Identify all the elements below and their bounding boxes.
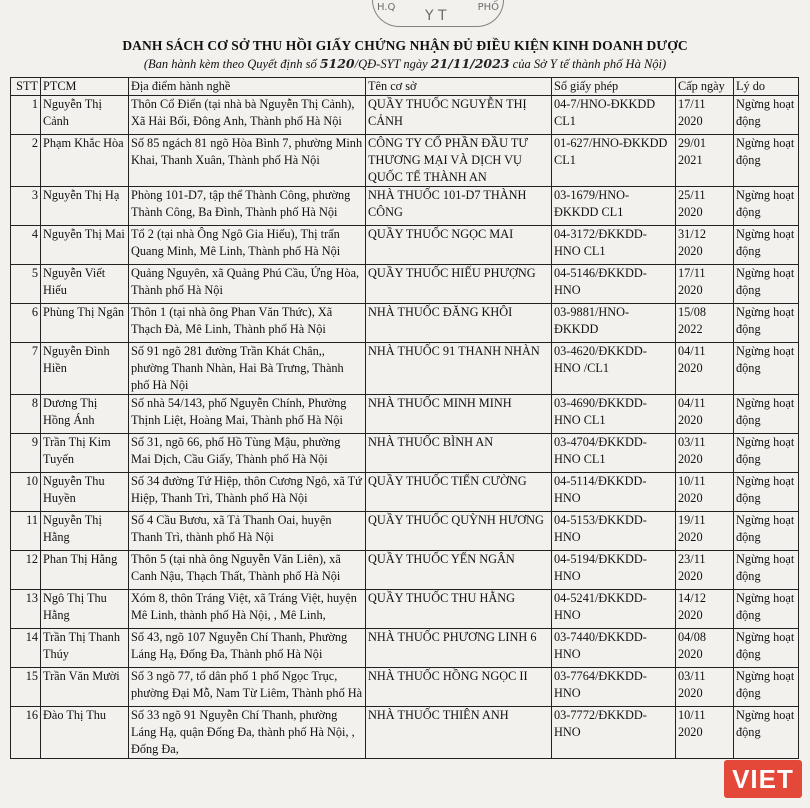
cell-so-giay-phep: 01-627/HNO-ĐKKDD CL1 — [552, 135, 676, 187]
header-cap-ngay: Cấp ngày — [676, 78, 734, 96]
cell-so-giay-phep: 04-7/HNO-ĐKKDD CL1 — [552, 96, 676, 135]
cell-so-giay-phep: 03-9881/HNO-ĐKKDD — [552, 304, 676, 343]
cell-so-giay-phep: 03-4620/ĐKKDD-HNO /CL1 — [552, 343, 676, 395]
cell-ptcm: Nguyễn Thị Cảnh — [41, 96, 129, 135]
cell-ten-co-so: NHÀ THUỐC 91 THANH NHÀN — [366, 343, 552, 395]
cell-ly-do: Ngừng hoạt động — [734, 395, 799, 434]
cell-dia-diem: Quảng Nguyên, xã Quảng Phú Cầu, Ứng Hòa, Thành phố Hà Nội — [129, 265, 366, 304]
cell-so-giay-phep: 03-4690/ĐKKDD-HNO CL1 — [552, 395, 676, 434]
cell-cap-ngay: 25/11 2020 — [676, 187, 734, 226]
cell-cap-ngay: 19/11 2020 — [676, 512, 734, 551]
cell-stt: 14 — [11, 629, 41, 668]
cell-cap-ngay: 29/01 2021 — [676, 135, 734, 187]
table-row — [11, 434, 799, 473]
cell-stt: 3 — [11, 187, 41, 226]
cell-stt: 2 — [11, 135, 41, 187]
table-header-row — [11, 78, 799, 96]
cell-stt: 13 — [11, 590, 41, 629]
cell-so-giay-phep: 04-5146/ĐKKDD-HNO — [552, 265, 676, 304]
cell-dia-diem: Tổ 2 (tại nhà Ông Ngô Gia Hiếu), Thị trấn Quang Minh, Mê Linh, Thành phố Hà Nội — [129, 226, 366, 265]
cell-ly-do: Ngừng hoạt động — [734, 473, 799, 512]
cell-ptcm: Phan Thị Hằng — [41, 551, 129, 590]
cell-dia-diem: Số 34 đường Tứ Hiệp, thôn Cương Ngô, xã Tứ Hiệp, Thanh Trì, Thành phố Hà Nội — [129, 473, 366, 512]
cell-ten-co-so: QUẦY THUỐC TIẾN CƯỜNG — [366, 473, 552, 512]
cell-ten-co-so: NHÀ THUỐC ĐĂNG KHÔI — [366, 304, 552, 343]
cell-so-giay-phep: 03-7440/ĐKKDD-HNO — [552, 629, 676, 668]
cell-dia-diem: Thôn Cổ Điển (tại nhà bà Nguyễn Thị Cảnh), Xã Hải Bối, Đông Anh, Thành phố Hà Nội — [129, 96, 366, 135]
cell-stt: 15 — [11, 668, 41, 707]
cell-ly-do: Ngừng hoạt động — [734, 265, 799, 304]
stamp-text-right: PHỐ — [477, 2, 499, 13]
table-row — [11, 473, 799, 512]
cell-so-giay-phep: 03-1679/HNO-ĐKKDD CL1 — [552, 187, 676, 226]
cell-ten-co-so: QUẦY THUỐC NGỌC MAI — [366, 226, 552, 265]
cell-ten-co-so: NHÀ THUỐC 101-D7 THÀNH CÔNG — [366, 187, 552, 226]
table-row — [11, 343, 799, 395]
table-row — [11, 135, 799, 187]
cell-ptcm: Nguyễn Viết Hiếu — [41, 265, 129, 304]
cell-stt: 11 — [11, 512, 41, 551]
cell-ten-co-so: CÔNG TY CỔ PHẦN ĐẦU TƯ THƯƠNG MẠI VÀ DỊCH VỤ QUỐC TẾ THÀNH AN — [366, 135, 552, 187]
cell-so-giay-phep: 04-5114/ĐKKDD-HNO — [552, 473, 676, 512]
cell-cap-ngay: 04/11 2020 — [676, 343, 734, 395]
table-row — [11, 96, 799, 135]
cell-stt: 8 — [11, 395, 41, 434]
cell-so-giay-phep: 03-7764/ĐKKDD-HNO — [552, 668, 676, 707]
decision-number: 5120 — [319, 56, 355, 71]
revocation-table — [10, 77, 799, 759]
cell-ten-co-so: NHÀ THUỐC THIÊN ANH — [366, 707, 552, 759]
cell-ly-do: Ngừng hoạt động — [734, 512, 799, 551]
cell-ly-do: Ngừng hoạt động — [734, 629, 799, 668]
cell-cap-ngay: 04/08 2020 — [676, 629, 734, 668]
document-subtitle — [0, 56, 810, 72]
cell-cap-ngay: 23/11 2020 — [676, 551, 734, 590]
table-row — [11, 304, 799, 343]
cell-ten-co-so: QUẦY THUỐC NGUYỄN THỊ CẢNH — [366, 96, 552, 135]
table-row — [11, 265, 799, 304]
header-stt: STT — [11, 78, 41, 96]
cell-so-giay-phep: 04-5241/ĐKKDD-HNO — [552, 590, 676, 629]
table-row — [11, 226, 799, 265]
viet-logo-watermark: VIET — [724, 760, 802, 798]
subtitle-part-1: (Ban hành kèm theo Quyết định số — [143, 57, 320, 71]
cell-ly-do: Ngừng hoạt động — [734, 135, 799, 187]
cell-dia-diem: Số 85 ngách 81 ngõ Hòa Bình 7, phường Minh Khai, Thanh Xuân, Thành phố Hà Nội — [129, 135, 366, 187]
cell-ten-co-so: QUẦY THUỐC QUỲNH HƯƠNG — [366, 512, 552, 551]
cell-ly-do: Ngừng hoạt động — [734, 187, 799, 226]
cell-so-giay-phep: 03-4704/ĐKKDD-HNO CL1 — [552, 434, 676, 473]
cell-ten-co-so: NHÀ THUỐC BÌNH AN — [366, 434, 552, 473]
cell-stt: 10 — [11, 473, 41, 512]
cell-cap-ngay: 04/11 2020 — [676, 395, 734, 434]
cell-ptcm: Đào Thị Thu — [41, 707, 129, 759]
stamp-text-left: H.Q — [377, 2, 396, 13]
cell-cap-ngay: 14/12 2020 — [676, 590, 734, 629]
header-dia-diem: Địa điểm hành nghề — [129, 78, 366, 96]
cell-ptcm: Ngô Thị Thu Hằng — [41, 590, 129, 629]
table-row — [11, 590, 799, 629]
cell-stt: 9 — [11, 434, 41, 473]
cell-ly-do: Ngừng hoạt động — [734, 707, 799, 759]
official-stamp — [372, 0, 504, 27]
table-row — [11, 707, 799, 759]
cell-dia-diem: Số 31, ngõ 66, phố Hồ Tùng Mậu, phường Mai Dịch, Cầu Giấy, Thành phố Hà Nội — [129, 434, 366, 473]
table-row — [11, 187, 799, 226]
cell-cap-ngay: 17/11 2020 — [676, 96, 734, 135]
cell-dia-diem: Thôn 1 (tại nhà ông Phan Văn Thức), Xã Thạch Đà, Mê Linh, Thành phố Hà Nội — [129, 304, 366, 343]
cell-stt: 4 — [11, 226, 41, 265]
cell-dia-diem: Số 91 ngõ 281 đường Trần Khát Chân,, phường Thanh Nhàn, Hai Bà Trưng, Thành phố Hà Nội — [129, 343, 366, 395]
cell-ly-do: Ngừng hoạt động — [734, 226, 799, 265]
header-ptcm: PTCM — [41, 78, 129, 96]
cell-ly-do: Ngừng hoạt động — [734, 551, 799, 590]
table-body — [11, 96, 799, 759]
table-row — [11, 629, 799, 668]
decision-date: 21/11/2023 — [430, 56, 510, 71]
cell-ptcm: Nguyễn Thị Hằng — [41, 512, 129, 551]
cell-cap-ngay: 03/11 2020 — [676, 668, 734, 707]
cell-ptcm: Phạm Khắc Hòa — [41, 135, 129, 187]
cell-ten-co-so: QUẦY THUỐC THU HẰNG — [366, 590, 552, 629]
table-row — [11, 395, 799, 434]
cell-ten-co-so: NHÀ THUỐC PHƯƠNG LINH 6 — [366, 629, 552, 668]
document-title: DANH SÁCH CƠ SỞ THU HỒI GIẤY CHỨNG NHẬN ĐỦ ĐIỀU KIỆN KINH DOANH DƯỢC — [122, 38, 688, 53]
cell-ptcm: Trần Thị Kim Tuyến — [41, 434, 129, 473]
cell-ly-do: Ngừng hoạt động — [734, 96, 799, 135]
cell-ptcm: Nguyễn Thị Hạ — [41, 187, 129, 226]
cell-dia-diem: Số 33 ngõ 91 Nguyễn Chí Thanh, phường Láng Hạ, quận Đống Đa, thành phố Hà Nội, , Đống Đa, — [129, 707, 366, 759]
subtitle-part-2: /QĐ-SYT ngày — [354, 57, 431, 71]
header-ten-co-so: Tên cơ sở — [366, 78, 552, 96]
cell-ly-do: Ngừng hoạt động — [734, 668, 799, 707]
cell-ly-do: Ngừng hoạt động — [734, 343, 799, 395]
stamp-text-center: Y T — [425, 8, 447, 24]
cell-ptcm: Nguyễn Thu Huyền — [41, 473, 129, 512]
cell-stt: 16 — [11, 707, 41, 759]
cell-ten-co-so: QUẦY THUỐC YẾN NGÂN — [366, 551, 552, 590]
subtitle-part-3: của Sở Y tế thành phố Hà Nội) — [509, 57, 667, 71]
cell-cap-ngay: 17/11 2020 — [676, 265, 734, 304]
cell-dia-diem: Xóm 8, thôn Tráng Việt, xã Tráng Việt, huyện Mê Linh, thành phố Hà Nội, , Mê Linh, — [129, 590, 366, 629]
header-so-giay-phep: Số giấy phép — [552, 78, 676, 96]
cell-cap-ngay: 15/08 2022 — [676, 304, 734, 343]
cell-so-giay-phep: 04-5194/ĐKKDD-HNO — [552, 551, 676, 590]
cell-dia-diem: Phòng 101-D7, tập thể Thành Công, phường Thành Công, Ba Đình, Thành phố Hà Nội — [129, 187, 366, 226]
cell-ten-co-so: NHÀ THUỐC MINH MINH — [366, 395, 552, 434]
cell-cap-ngay: 10/11 2020 — [676, 473, 734, 512]
cell-stt: 6 — [11, 304, 41, 343]
cell-stt: 5 — [11, 265, 41, 304]
table-row — [11, 668, 799, 707]
cell-dia-diem: Số nhà 54/143, phố Nguyễn Chính, Phường Thịnh Liệt, Hoàng Mai, Thành phố Hà Nội — [129, 395, 366, 434]
cell-so-giay-phep: 03-7772/ĐKKDD-HNO — [552, 707, 676, 759]
cell-ptcm: Nguyễn Thị Mai — [41, 226, 129, 265]
cell-dia-diem: Thôn 5 (tại nhà ông Nguyễn Văn Liên), xã Canh Nậu, Thạch Thất, Thành phố Hà Nội — [129, 551, 366, 590]
cell-ptcm: Dương Thị Hồng Ánh — [41, 395, 129, 434]
cell-ly-do: Ngừng hoạt động — [734, 590, 799, 629]
cell-so-giay-phep: 04-3172/ĐKKDD-HNO CL1 — [552, 226, 676, 265]
cell-ptcm: Phùng Thị Ngân — [41, 304, 129, 343]
cell-ten-co-so: NHÀ THUỐC HỒNG NGỌC II — [366, 668, 552, 707]
cell-ly-do: Ngừng hoạt động — [734, 434, 799, 473]
cell-ptcm: Nguyễn Đình Hiền — [41, 343, 129, 395]
cell-stt: 12 — [11, 551, 41, 590]
table-row — [11, 551, 799, 590]
cell-ten-co-so: QUẦY THUỐC HIẾU PHƯỢNG — [366, 265, 552, 304]
header-ly-do: Lý do — [734, 78, 799, 96]
cell-ly-do: Ngừng hoạt động — [734, 304, 799, 343]
cell-cap-ngay: 31/12 2020 — [676, 226, 734, 265]
cell-cap-ngay: 03/11 2020 — [676, 434, 734, 473]
cell-ptcm: Trần Văn Mười — [41, 668, 129, 707]
cell-dia-diem: Số 4 Cầu Bươu, xã Tả Thanh Oai, huyện Thanh Trì, thành phố Hà Nội — [129, 512, 366, 551]
cell-dia-diem: Số 3 ngõ 77, tổ dân phố 1 phố Ngọc Trục, phường Đại Mỗ, Nam Từ Liêm, Thành phố Hà — [129, 668, 366, 707]
cell-cap-ngay: 10/11 2020 — [676, 707, 734, 759]
cell-stt: 7 — [11, 343, 41, 395]
cell-dia-diem: Số 43, ngõ 107 Nguyễn Chí Thanh, Phường Láng Hạ, Đống Đa, Thành phố Hà Nội — [129, 629, 366, 668]
cell-stt: 1 — [11, 96, 41, 135]
table-row — [11, 512, 799, 551]
cell-ptcm: Trần Thị Thanh Thúy — [41, 629, 129, 668]
cell-so-giay-phep: 04-5153/ĐKKDD-HNO — [552, 512, 676, 551]
